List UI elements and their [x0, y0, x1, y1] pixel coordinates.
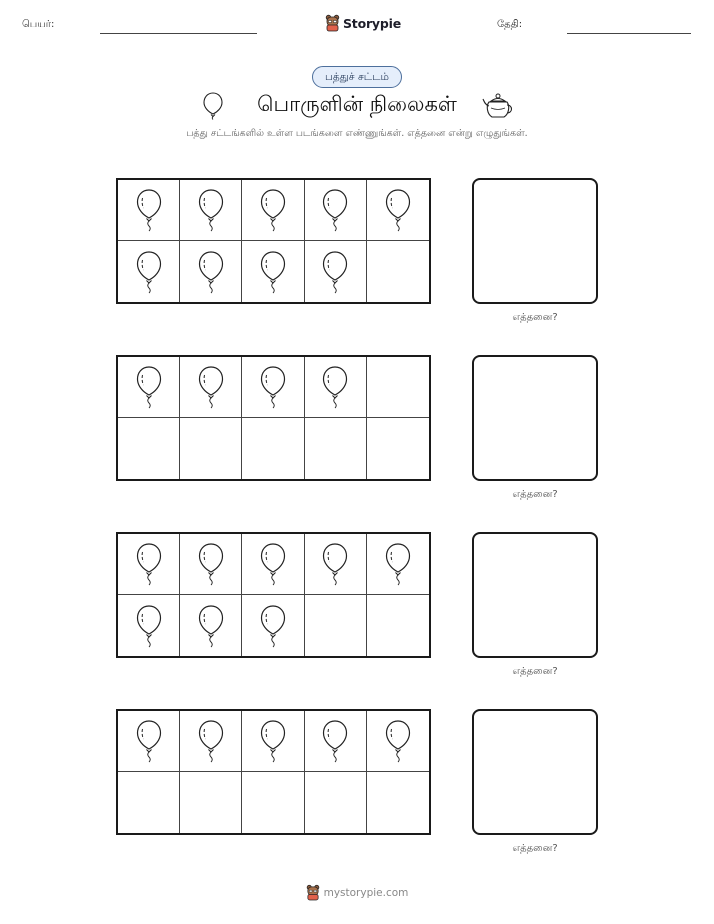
footer: [0, 884, 714, 901]
teapot-icon: [482, 92, 516, 120]
balloon-icon: [135, 365, 163, 409]
balloon-icon: [259, 719, 287, 763]
frame-cell: [305, 772, 367, 833]
storypie-logo: [325, 13, 401, 33]
frame-cell: [118, 357, 180, 418]
answer-prompt-1: எத்தனை?: [512, 312, 558, 323]
answer-box-3[interactable]: [472, 532, 598, 658]
date-label: தேதி:: [497, 19, 523, 30]
title-row: [0, 88, 714, 122]
answer-box-1[interactable]: [472, 178, 598, 304]
frame-cell: [367, 711, 429, 772]
frame-cell: [305, 595, 367, 656]
frame-cell: [118, 241, 180, 302]
frame-cell: [242, 180, 304, 241]
frame-cell: [180, 418, 242, 479]
page-title: பொருளின் நிலைகள்: [257, 92, 457, 116]
answer-prompt-2: எத்தனை?: [512, 489, 558, 500]
balloon-icon: [197, 188, 225, 232]
frame-cell: [118, 595, 180, 656]
balloon-icon: [321, 365, 349, 409]
frame-cell: [367, 534, 429, 595]
frame-cell: [118, 711, 180, 772]
bear-icon: [306, 884, 320, 901]
frame-cell: [118, 772, 180, 833]
frame-cell: [180, 772, 242, 833]
frame-cell: [367, 595, 429, 656]
frame-cell: [118, 534, 180, 595]
balloon-icon: [321, 250, 349, 294]
balloon-icon: [384, 542, 412, 586]
answer-prompt-3: எத்தனை?: [512, 666, 558, 677]
topic-badge: பத்துச் சட்டம்: [312, 66, 402, 88]
balloon-icon: [197, 250, 225, 294]
balloon-icon: [321, 188, 349, 232]
frame-cell: [305, 534, 367, 595]
answer-box-2[interactable]: [472, 355, 598, 481]
ten-frame-3: [116, 532, 431, 658]
balloon-icon: [321, 542, 349, 586]
balloon-icon: [135, 250, 163, 294]
frame-cell: [180, 241, 242, 302]
balloon-icon: [321, 719, 349, 763]
frame-cell: [367, 418, 429, 479]
frame-cell: [242, 595, 304, 656]
frame-cell: [242, 711, 304, 772]
date-line[interactable]: [567, 33, 691, 34]
balloon-icon: [135, 604, 163, 648]
frame-cell: [242, 241, 304, 302]
balloon-icon: [135, 719, 163, 763]
balloon-icon: [197, 542, 225, 586]
balloon-icon: [384, 719, 412, 763]
frame-cell: [242, 534, 304, 595]
balloon-icon: [197, 604, 225, 648]
frame-cell: [180, 711, 242, 772]
frame-cell: [180, 357, 242, 418]
answer-prompt-4: எத்தனை?: [512, 843, 558, 854]
name-line[interactable]: [100, 33, 257, 34]
balloon-icon: [384, 188, 412, 232]
frame-cell: [367, 180, 429, 241]
frame-cell: [305, 418, 367, 479]
balloon-icon: [197, 365, 225, 409]
name-label: பெயர்:: [22, 19, 55, 30]
footer-url: mystorypie.com: [323, 886, 409, 899]
frame-cell: [305, 711, 367, 772]
frame-cell: [367, 241, 429, 302]
frame-cell: [180, 180, 242, 241]
bear-icon: [325, 14, 340, 32]
answer-box-4[interactable]: [472, 709, 598, 835]
frame-cell: [242, 357, 304, 418]
frame-cell: [305, 241, 367, 302]
balloon-icon: [259, 250, 287, 294]
ten-frame-1: [116, 178, 431, 304]
balloon-icon: [259, 365, 287, 409]
frame-cell: [367, 357, 429, 418]
frame-cell: [180, 534, 242, 595]
frame-cell: [242, 772, 304, 833]
balloon-icon: [197, 719, 225, 763]
balloon-icon: [202, 91, 224, 121]
instructions: பத்து சட்டங்களில் உள்ள படங்களை எண்ணுங்கள். எத்தனை என்று எழுதுங்கள்.: [186, 128, 528, 139]
frame-cell: [180, 595, 242, 656]
frame-cell: [242, 418, 304, 479]
balloon-icon: [135, 188, 163, 232]
balloon-icon: [135, 542, 163, 586]
frame-cell: [118, 180, 180, 241]
balloon-icon: [259, 604, 287, 648]
ten-frame-4: [116, 709, 431, 835]
frame-cell: [118, 418, 180, 479]
frame-cell: [305, 357, 367, 418]
frame-cell: [367, 772, 429, 833]
brand-name: Storypie: [343, 15, 401, 31]
balloon-icon: [259, 542, 287, 586]
balloon-icon: [259, 188, 287, 232]
ten-frame-2: [116, 355, 431, 481]
frame-cell: [305, 180, 367, 241]
